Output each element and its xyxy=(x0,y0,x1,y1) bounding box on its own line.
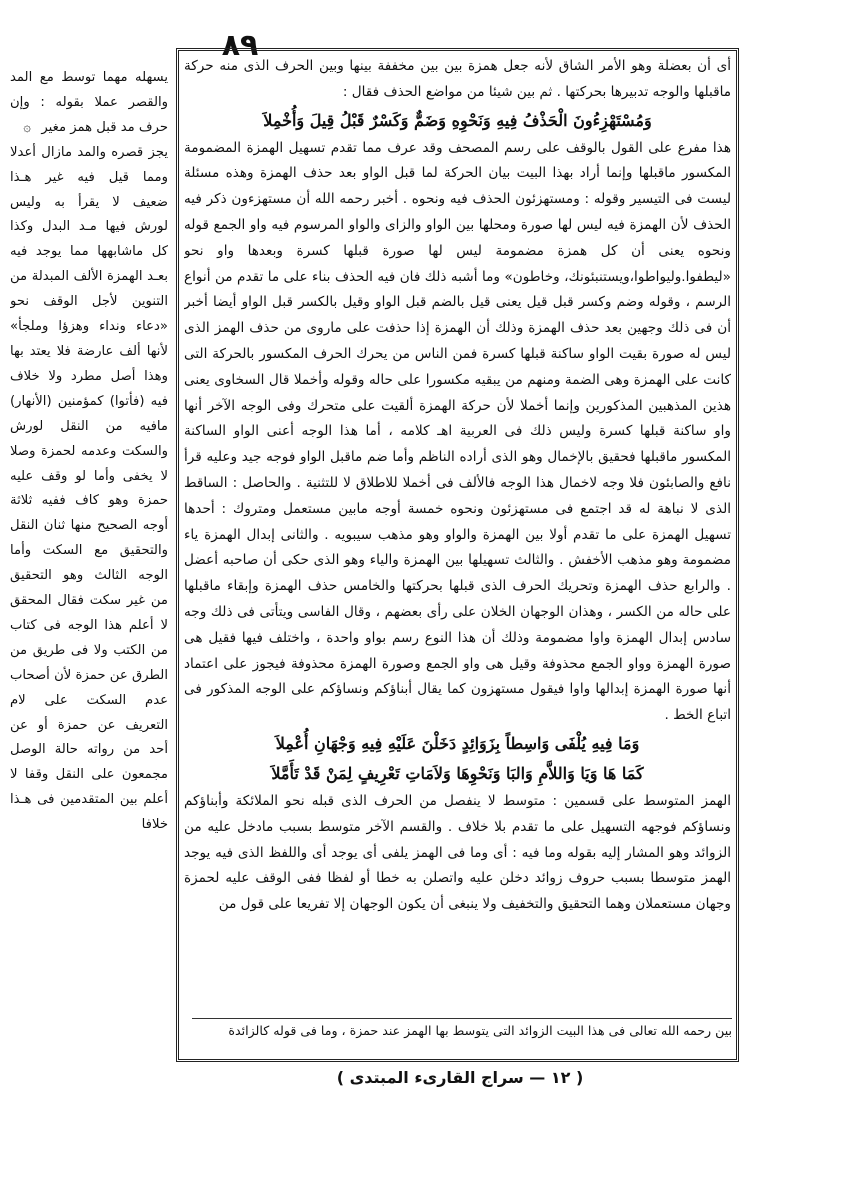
commentary-paragraph-intro: أى أن بعضلة وهو الأمر الشاق لأنه جعل همزة بين بين مخففة بينها وبين الحرف الذى منه حركة ماقبلها والوجه تدبيرها بحركتها . ثم بين شيئا من مواضع الحذف فقال : xyxy=(184,58,731,100)
poem-verse-2 xyxy=(184,729,731,789)
margin-text-body: يجز قصره والمد مازال أعدلا ومما قيل فيه غير هـذا ضعيف لا يقرأ به وليس لورش فيها مـد البدل وكذا كل ماشابهها مما يوجد فيه بعـد الهمزة الألف المبدلة من التنوين لأجل الوقف نحو «دعاء ونداء وهزؤا وملجأ» لأنها ألف عارضة فلا يعتد بها وهذا أصل مطرد ولا خلاف فيه (فأتوا) كمؤمنين (الأنهار) مافيه من النقل لورش والسكت وعدمه لحمزة وصلا لا يخفى وأما لو وقف عليه حمزة وهو كاف ففيه ثلاثة أوجه الصحيح منها ثنان النقل والتحقيق مع السكت وأما الوجه الثالث وهو التحقيق من غير سكت فقال المحقق لا أعلم هذا الوجه فى كتاب من الكتب ولا فى طريق من الطرق عن حمزة لأن أصحاب عدم السكت على لام التعريف عن حمزة أو عن أحد من رواته حالة الوصل مجمعون على النقل وقفا لا أعلم بين المتقدمين فى هـذا خلافا xyxy=(10,144,168,833)
footnote-divider xyxy=(192,1018,732,1019)
star-ornament-icon: ۞ xyxy=(23,119,32,135)
margin-text-part-1: يسهله مهما توسط مع المد والقصر عملا بقوله : وإن حرف مد قبل همز مغير xyxy=(10,70,168,135)
margin-commentary xyxy=(10,66,168,1076)
poem-verse-2-line-2: كَمَا هَا وَيَا وَاللاَّمِ وَالبَا وَنَحْوِهَا وَلاَمَاتِ تَعْرِيفٍ لِمَنْ قَدْ تَأَمَّلاَ xyxy=(271,763,644,783)
commentary-paragraph-closing: الهمز المتوسط على قسمين : متوسط لا ينفصل من الحرف الذى قبله نحو الملائكة وأبناؤكم ونساؤكم فوجهه التسهيل على ما تقدم بلا خلاف . والقسم الآخر متوسط بسبب مادخل عليه من الزوائد وهو المشار إليه بقوله وما فيه : أى وما فى الهمز يلفى أى يوجد أى واللفظ الذى فيه يوجد الهمز متوسطا بسبب حروف زوائد دخلن عليه واتصلن به خطا أو لفظا ففى الوقف عليه لحمزة وجهان مستعملان وهما التحقيق والتخفيف ولا ينبغى أن يكون الوجهان إلا تفريعا على قول من xyxy=(184,792,731,913)
footnote: بين رحمه الله تعالى فى هذا البيت الزوائد التى يتوسط بها الهمز عند حمزة ، وما فى قوله كالزائدة xyxy=(228,1023,732,1038)
poem-verse-2-line-1: وَمَا فِيهِ يُلْفَى وَاسِطاً بِزَوَائِدٍ دَخَلْنَ عَلَيْهِ فِيهِ وَجْهَانِ أُعْمِلاَ xyxy=(275,733,640,753)
page-number: ٨٩ xyxy=(221,28,259,63)
poem-verse-1: وَمُسْتَهْزِءُونَ الْحَذْفُ فِيهِ وَنَحْوِهِ وَضَمٌّ وَكَسْرٌ قَبْلُ قِيلَ وَأُخْمِلاَ xyxy=(263,110,652,130)
book-footer: ( ١٢ — سراج القارىء المبتدى ) xyxy=(336,1068,584,1087)
main-commentary xyxy=(184,54,731,1000)
commentary-paragraph-main: هذا مفرع على القول بالوقف على رسم المصحف وقد عرف مما تقدم تسهيل الهمزة المضمومة المكسور ماقبلها وإنما أراد بهذا البيت بيان الحركة لما قبل الواو بعد حذف الهمزة وهذه مسئلة ليست فى التيسير وقوله : ومستهزئون الحذف فيه ونحوه . أخبر رحمه الله أن مستهزءون ذكر فيه الحذف لأن الهمزة فيه ليس لها صورة ومحلها بين الواو والزاى والواو المرسوم فيه واو الجمع قوله ونحوه يعنى أن كل همزة مضمومة ليس لها صورة قبلها كسرة وبعدها واو نحو «ليطفوا.وليواطوا،ويستنبئونك، وخاطون» وما أشبه ذلك فان فيه الحذف بناء على ما تقدم من أنواع الرسم ، وقوله وضم وكسر قبل قيل يعنى قيل بالضم قبل الواو وقيل بالكسر قبل الواو أيضا أخبر أن فى ذلك وجهين بعد حذف الهمزة وذلك أن الهمزة إذا حذفت على ماروى من حذف الهمز الذى ليس له صورة بقيت الواو ساكنة قبلها كسرة فمن الناس من يحرك الحرف المكسور بالحركة التى كانت على الهمزة وهى الضمة ومنهم من يبقيه مكسورا على حاله وقوله وأخملا قال السخاوى يعنى هذين المذهبين المذكورين وإنما أخملا لأن حركة الهمزة ألقيت على متحرك وفى الوجه الآخر أنها واو ساكنة قبلها كسرة وليس ذلك فى العربية اهـ كلامه ، أما هذا الوجه أعنى الواو الساكنة المكسور ماقبلها فحقيق بالإخمال وهو الذى أراده الناظم وأما ضم ماقبل الواو فوجه جيد وعليه قرأ نافع والصابئون فلا وجه لاخمال هذا الوجه فالألف فى أخملا للاطلاق لا للتثنية . والحاصل : الساقط الذى لا نباهة له قد اجتمع فى مستهزئون ونحوه خمسة أوجه مابين مستعمل ومتروك : أحدها تسهيل الهمزة على ما تقدم أولا بين الهمزة والواو وهو مذهب سيبويه . والثانى إبدال الهمزة ياء مضمومة وهو مذهب الأخفش . والثالث تسهيلها بين الهمزة والياء وهو الذى حكى أن صاحبه أعضل . والرابع حذف الهمزة وتحريك الحرف الذى قبلها بحركتها والخامس حذف الهمزة وإبقاء ماقبلها على حاله من الكسر ، وهذان الوجهان الخلان على رأى بعضهم ، وقال الفاسى ويتأتى فى ذلك وجه سادس إبدال الهمزة واوا مضمومة وذلك أن هذا النوع رسم بواو واحدة ، واختلف فيها فقيل هى صورة الهمزة وواو الجمع محذوفة وقيل هى واو الجمع وصورة الهمزة محذوفة فيجوز على اعتماد أنها صورة الهمزة إبدالها واوا فيقول مستهزون كما يقال أبناؤكم ونساؤكم على الوجه المذكور فى اتباع الخط . xyxy=(184,139,731,724)
margin-text-top xyxy=(10,66,168,141)
